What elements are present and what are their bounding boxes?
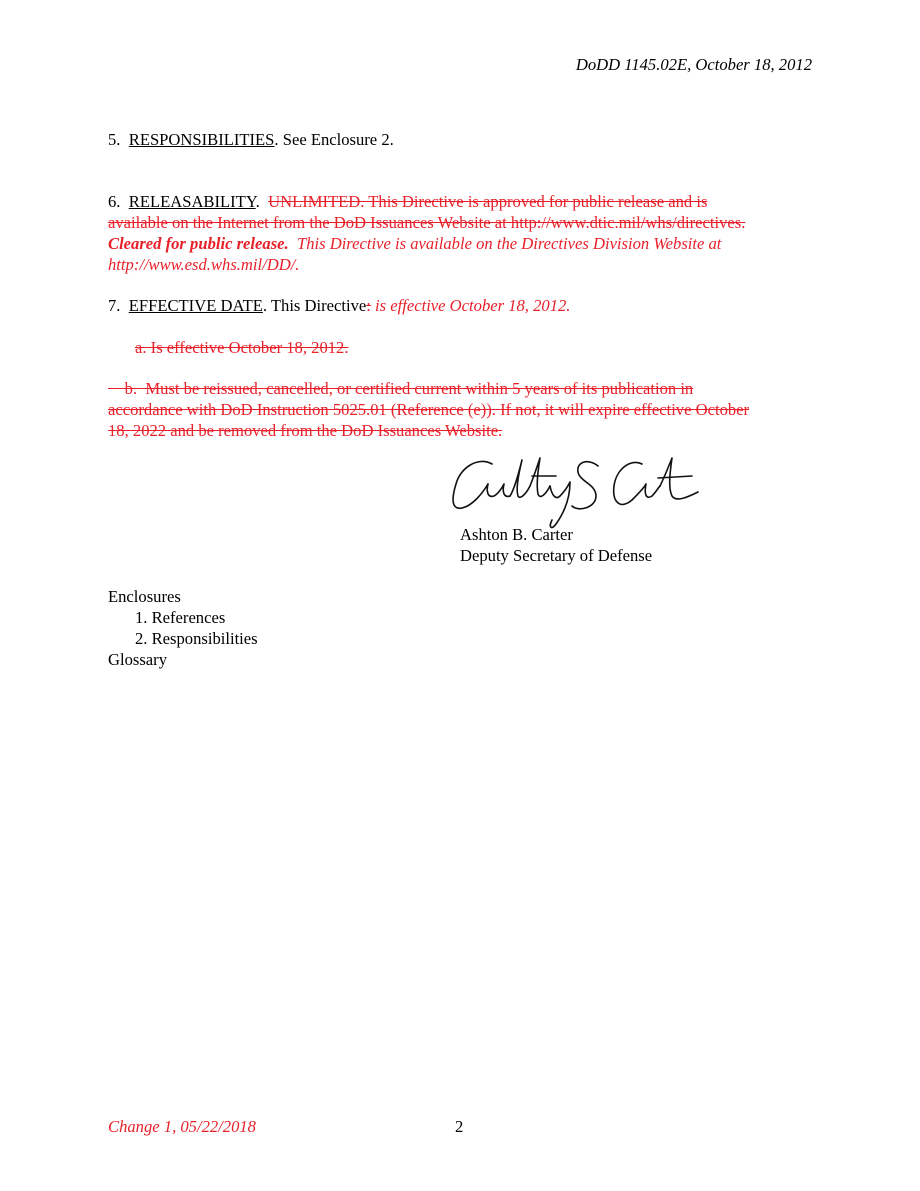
enclosure-item-responsibilities: 2. Responsibilities [135,629,258,648]
signer-name: Ashton B. Carter [460,525,573,544]
section-7-number: 7. [108,296,121,315]
document-header: DoDD 1145.02E, October 18, 2012 [575,55,812,74]
section-7-struck-b-line-1: b. Must be reissued, cancelled, or certified current within 5 years of its publication in [108,379,694,398]
section-7-struck-colon: : [366,296,371,315]
section-6-line-3 [108,233,721,254]
section-7-text: . This Directive [262,296,367,315]
enclosure-item-references: 1. References [135,608,226,627]
section-7-new-text: is effective October 18, 2012. [370,296,571,315]
section-5 [108,129,394,150]
section-5-text: . See Enclosure 2. [274,130,394,149]
section-7-struck-b-line-2: accordance with DoD Instruction 5025.01 (Reference (e)). If not, it will expire effective October [108,400,750,419]
handwritten-signature [448,450,706,530]
section-6-number: 6. [108,192,121,211]
section-6-struck-text: UNLIMITED. This Directive is approved for public release and is [268,192,708,211]
glossary-label: Glossary [108,650,167,669]
signer-title: Deputy Secretary of Defense [460,546,653,565]
section-6-struck-line-2: available on the Internet from the DoD Issuances Website at http://www.dtic.mil/whs/directives. [108,213,746,232]
change-notice: Change 1, 05/22/2018 [108,1117,256,1136]
section-6-line-1 [108,191,707,212]
section-5-heading: RESPONSIBILITIES [128,130,275,149]
page-number: 2 [455,1117,464,1136]
enclosures-heading: Enclosures [108,587,181,606]
section-7 [108,295,570,316]
section-6-new-text: This Directive is available on the Directives Division Website at [288,234,722,253]
section-5-number: 5. [108,130,121,149]
cleared-for-release-text: Cleared for public release. [108,234,289,253]
section-7-struck-a: a. Is effective October 18, 2012. [135,338,349,357]
section-7-heading: EFFECTIVE DATE [128,296,263,315]
section-6-after-heading: . [255,192,269,211]
section-7-struck-b-line-3: 18, 2022 and be removed from the DoD Issuances Website. [108,421,503,440]
directives-url: http://www.esd.whs.mil/DD/. [108,255,300,274]
section-6-heading: RELEASABILITY [128,192,256,211]
